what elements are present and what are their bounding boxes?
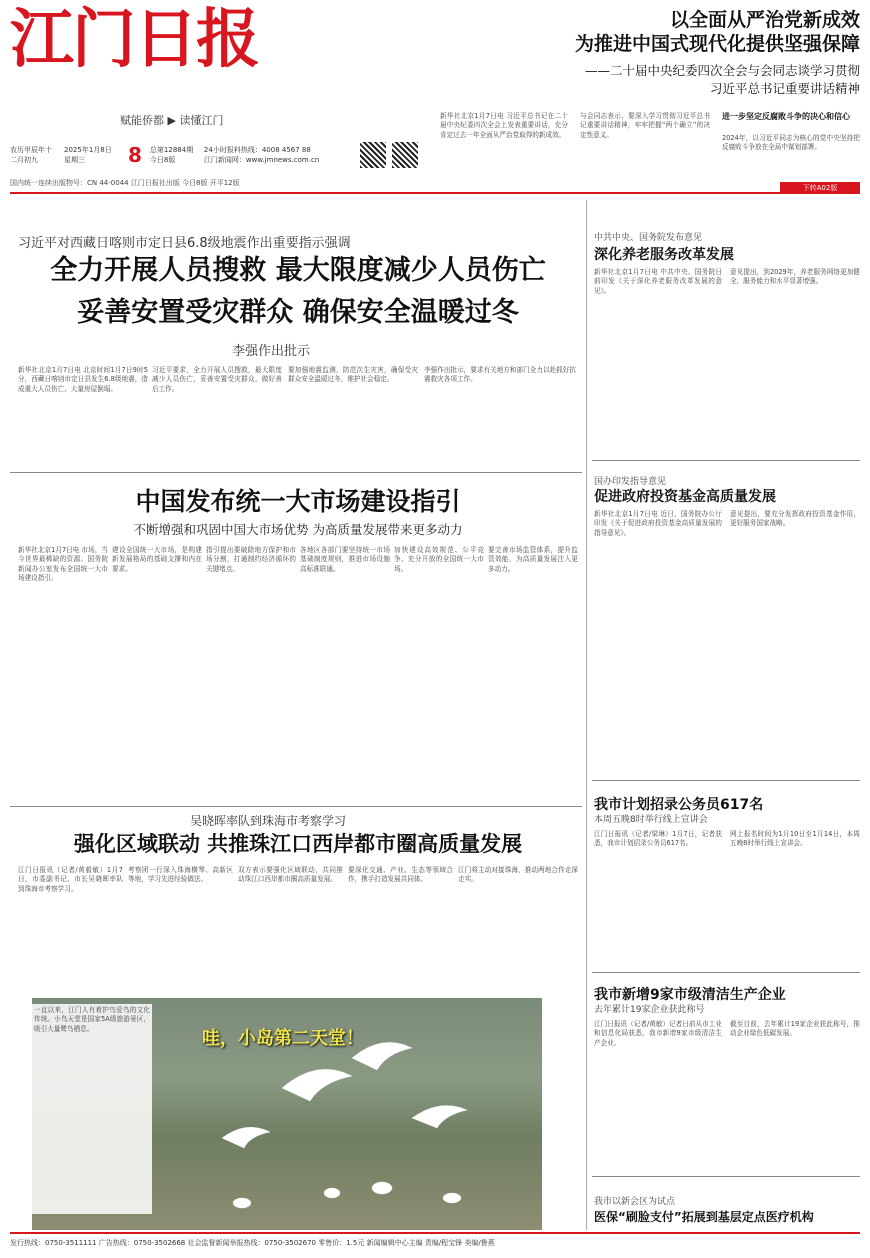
- issue-date: 2025年1月8日: [64, 146, 112, 154]
- right-body-3b: 网上报名时间为1月10日至1月14日，本周五晚8时举行线上宣讲会。: [730, 830, 860, 848]
- lead-body-4: 李强作出批示，要求有关地方和部门全力以赴抓好抗震救灾各项工作。: [424, 366, 576, 384]
- lead-body-2: 习近平要求，全力开展人员搜救，最大限度减少人员伤亡，妥善安置受灾群众，做好善后工作。: [152, 366, 282, 393]
- divider: [10, 472, 582, 473]
- market-body-5: 加快建设高效规范、公平竞争、充分开放的全国统一大市场。: [394, 546, 484, 573]
- issue-total: 总第12884期: [149, 146, 194, 154]
- footer: 发行热线：0750-3511111 广告热线：0750-3502668 社会监督新闻举报热线：0750-3502670 零售价：1.5元 新闻编辑中心主编 责编/程宝锋 美编/鲁燕: [10, 1239, 495, 1247]
- lead-subhead: 李强作出批示: [232, 344, 311, 359]
- zhuhai-kicker: 吴晓晖率队到珠海市考察学习: [190, 814, 347, 828]
- top-story-subtitle: ——二十届中央纪委四次全会与会同志谈学习贯彻 习近平总书记重要讲话精神: [584, 63, 860, 96]
- qr-code-icon: [360, 142, 386, 168]
- right-kicker-1: 中共中央、国务院发布意见: [594, 233, 703, 243]
- right-body-4b: 截至目前，去年累计19家企业获此称号，推动企业绿色低碳发展。: [730, 1020, 860, 1038]
- column-divider: [586, 200, 587, 1230]
- footer-divider: [10, 1232, 860, 1234]
- top-story-side-title: 进一步坚定反腐败斗争的决心和信心: [722, 112, 850, 121]
- zhuhai-body-2: 考察团一行深入珠海横琴、高新区等地，学习先进经验做法。: [128, 866, 233, 884]
- zhuhai-body-3: 双方表示要强化区域联动，共同推动珠江口西岸都市圈高质量发展。: [238, 866, 343, 884]
- right-kicker-5: 我市以新会区为试点: [594, 1197, 676, 1207]
- right-head-1: 深化养老服务改革发展: [594, 247, 734, 263]
- lead-kicker: 习近平对西藏日喀则市定日县6.8级地震作出重要指示强调: [18, 236, 351, 251]
- right-head-5: 医保“刷脸支付”拓展到基层定点医疗机构: [594, 1210, 814, 1224]
- page-number: 8: [128, 143, 142, 167]
- right-sub-3: 本周五晚8时举行线上宣讲会: [594, 815, 708, 825]
- photo-story-text: 一直以来，江门人有着护鸟爱鸟的文化传统。小鸟天堂是国家5A级旅游景区，吸引大量鹭鸟栖息。: [32, 1004, 152, 1214]
- market-subhead: 不断增强和巩固中国大市场优势 为高质量发展带来更多动力: [133, 522, 463, 537]
- lead-body-1: 新华社北京1月7日电 北京时间1月7日9时5分，西藏日喀则市定日县发生6.8级地震，造成重大人员伤亡、大量房屋倒塌。: [18, 366, 148, 393]
- divider: [592, 1176, 860, 1177]
- pages-label: 今日8版: [149, 156, 176, 164]
- zhuhai-body-5: 江门将主动对接珠海，推动两地合作走深走实。: [458, 866, 578, 884]
- publication-info: 国内统一连续出版物号：CN 44-0044 江门日报社出版 今日8版 开平12版: [10, 179, 240, 187]
- divider: [592, 972, 860, 973]
- right-head-2: 促进政府投资基金高质量发展: [594, 489, 776, 505]
- divider: [592, 780, 860, 781]
- lead-headline-1: 全力开展人员搜救 最大限度减少人员伤亡: [50, 255, 546, 286]
- divider: [10, 806, 582, 807]
- right-body-1b: 意见提出，到2029年，养老服务网络更加健全，服务能力和水平显著增强。: [730, 268, 860, 286]
- market-body-3: 指引提出要破除地方保护和市场分割，打通制约经济循环的关键堵点。: [206, 546, 296, 573]
- market-headline: 中国发布统一大市场建设指引: [135, 487, 461, 516]
- divider: [592, 460, 860, 461]
- right-head-4: 我市新增9家市级清洁生产企业: [594, 987, 786, 1003]
- right-head-3: 我市计划招录公务员617名: [594, 797, 764, 813]
- top-story-body-1: 新华社北京1月7日电 习近平总书记在二十届中央纪委四次全会上发表重要讲话，充分肯定过去一年全面从严治党取得的新成效。: [440, 112, 568, 139]
- right-body-3a: 江门日报讯（记者/梁琳）1月7日，记者获悉，我市计划招录公务员617名。: [594, 830, 722, 848]
- top-story-side-body: 2024年，以习近平同志为核心的党中央坚持把反腐败斗争放在全局中谋划部署。: [722, 134, 860, 152]
- right-kicker-2: 国办印发指导意见: [594, 477, 667, 487]
- zhuhai-body-4: 要深化交通、产业、生态等领域合作，携手打造发展共同体。: [348, 866, 453, 884]
- right-body-2b: 意见提出，要充分发挥政府投资基金作用，更好服务国家战略。: [730, 510, 860, 528]
- market-body-6: 要完善市场监管体系，提升监管效能，为高质量发展注入更多动力。: [488, 546, 578, 573]
- right-body-2a: 新华社北京1月7日电 近日，国务院办公厅印发《关于促进政府投资基金高质量发展的指导意见》。: [594, 510, 722, 537]
- lead-body-3: 要加强地震监测，防范次生灾害，确保受灾群众安全温暖过冬，维护社会稳定。: [288, 366, 418, 384]
- hotline: 24小时报料热线：4008 4567 88: [203, 146, 311, 154]
- masthead-title: 江门日报: [10, 2, 258, 77]
- top-story-body-2: 与会同志表示，要深入学习贯彻习近平总书记重要讲话精神，牢牢把握“两个确立”的决定性意义。: [580, 112, 710, 139]
- masthead-slogan: 赋能侨都 ▶ 读懂江门: [120, 114, 224, 127]
- zhuhai-body-1: 江门日报讯（记者/黄毅敏）1月7日，市委副书记、市长吴晓晖率队到珠海市考察学习。: [18, 866, 123, 893]
- website[interactable]: 江门新闻网：www.jmnews.com.cn: [203, 156, 320, 164]
- weekday: 星期三: [64, 156, 85, 164]
- right-body-1a: 新华社北京1月7日电 中共中央、国务院日前印发《关于深化养老服务改革发展的意见》。: [594, 268, 722, 295]
- masthead-divider: [10, 192, 860, 194]
- zhuhai-headline: 强化区域联动 共推珠江口西岸都市圈高质量发展: [73, 831, 523, 856]
- market-body-1: 新华社北京1月7日电 市场，当今世界最稀缺的资源。国务院新闻办公室发布全国统一大市场建设指引。: [18, 546, 108, 583]
- market-body-2: 建设全国统一大市场，是构建新发展格局的基础支撑和内在要求。: [112, 546, 202, 573]
- photo-caption: 哇，小岛第二天堂！: [202, 1028, 364, 1049]
- right-sub-4: 去年累计19家企业获此称号: [594, 1005, 705, 1015]
- right-body-4a: 江门日报讯（记者/黄敏）记者日前从市工业和信息化局获悉，我市新增9家市级清洁生产企业。: [594, 1020, 722, 1047]
- top-story-title: 以全面从严治党新成效 为推进中国式现代化提供坚强保障: [574, 9, 860, 55]
- lead-headline-2: 妥善安置受灾群众 确保安全温暖过冬: [77, 297, 519, 328]
- qr-code-icon: [392, 142, 418, 168]
- market-body-4: 各地区各部门要坚持统一市场基础制度规则，推进市场设施高标准联通。: [300, 546, 390, 573]
- continued-label: 下转A02版: [780, 182, 860, 194]
- lunar-date: 农历甲辰年十二月初九: [10, 146, 52, 164]
